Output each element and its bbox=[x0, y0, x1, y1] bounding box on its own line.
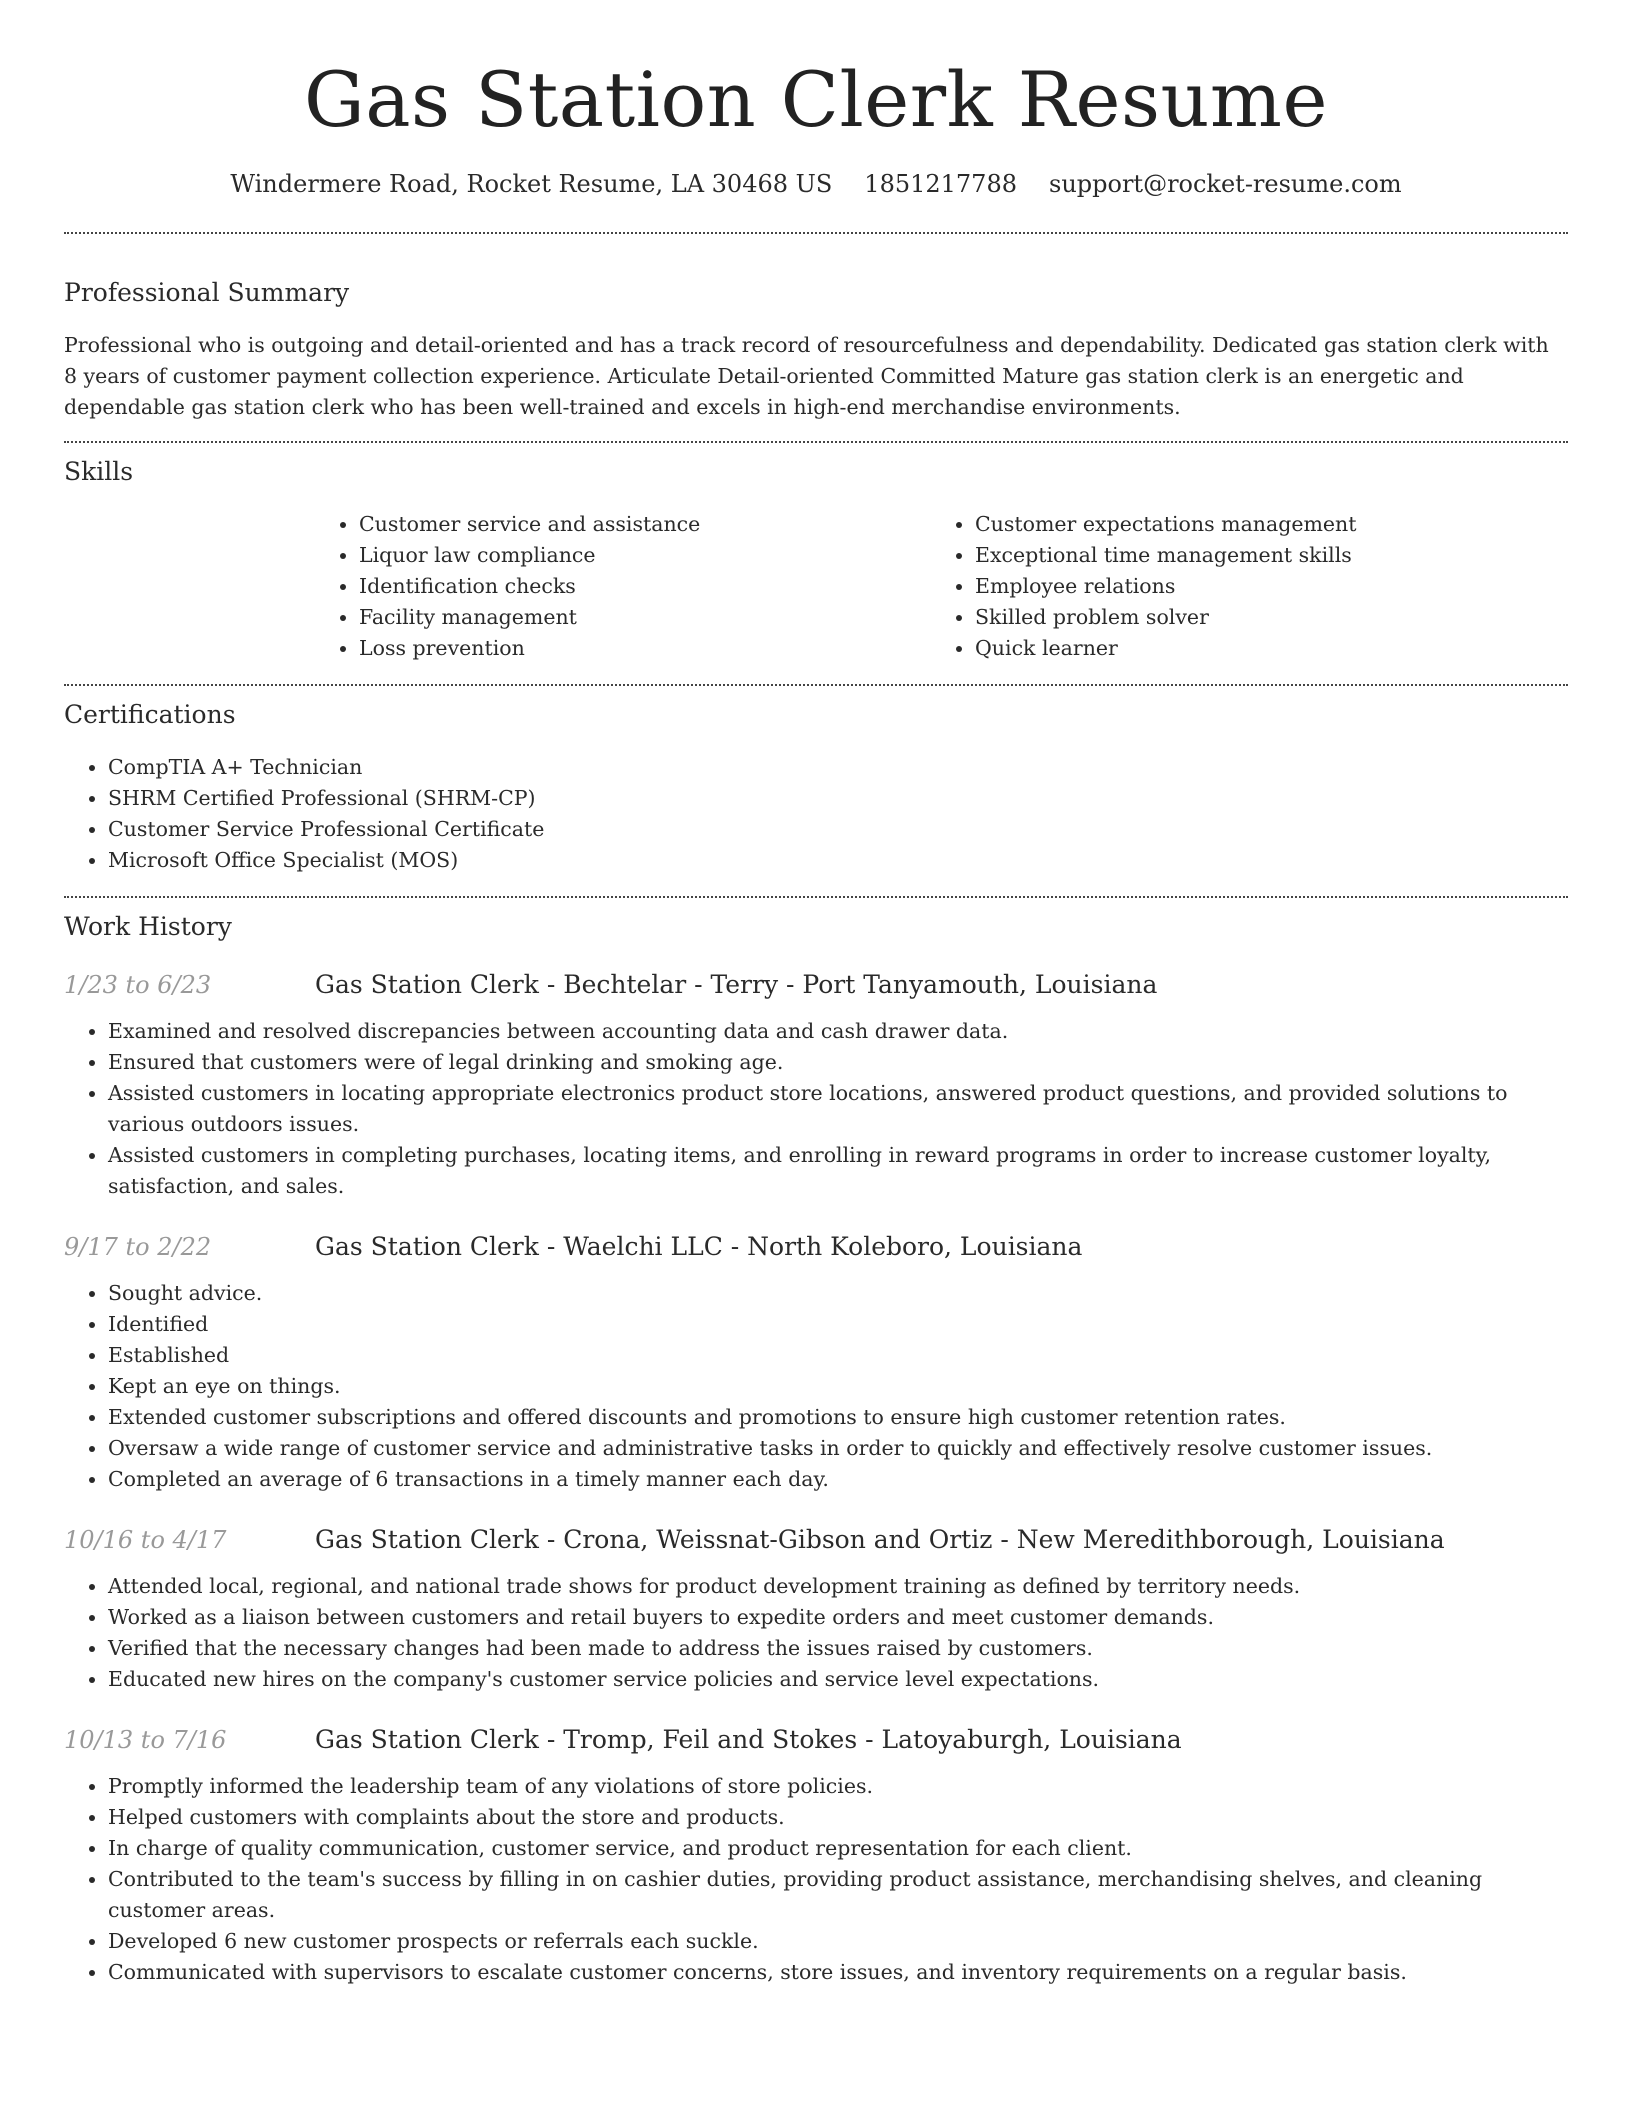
job-bullet: • Verified that the necessary changes had been made to address the issues raised by customers. bbox=[108, 1633, 1568, 1664]
skill-item: • Customer expectations management bbox=[975, 509, 1531, 540]
skill-item: • Facility management bbox=[359, 602, 931, 633]
job-bullets bbox=[64, 1016, 1568, 1202]
skill-item: • Loss prevention bbox=[359, 633, 931, 664]
skill-item: • Identification checks bbox=[359, 571, 931, 602]
skill-item: • Quick learner bbox=[975, 633, 1531, 664]
job-entry bbox=[64, 968, 1568, 1202]
skill-item: • Customer service and assistance bbox=[359, 509, 931, 540]
job-bullets bbox=[64, 1771, 1568, 1988]
job-bullet: • Assisted customers in locating appropriate electronics product store locations, answered product questions, and provided solutions to various outdoors issues. bbox=[108, 1078, 1568, 1140]
job-bullet: • Helped customers with complaints about the store and products. bbox=[108, 1802, 1568, 1833]
job-header bbox=[64, 968, 1568, 1002]
job-bullet: • Promptly informed the leadership team of any violations of store policies. bbox=[108, 1771, 1568, 1802]
job-bullet: • Oversaw a wide range of customer service and administrative tasks in order to quickly and effectively resolve customer issues. bbox=[108, 1433, 1568, 1464]
job-bullet: • Examined and resolved discrepancies between accounting data and cash drawer data. bbox=[108, 1016, 1568, 1047]
job-bullet: • Identified bbox=[108, 1309, 1568, 1340]
job-header bbox=[64, 1230, 1568, 1264]
skill-item: • Employee relations bbox=[975, 571, 1531, 602]
job-entry bbox=[64, 1723, 1568, 1988]
work-history-section bbox=[64, 910, 1568, 1988]
resume-title: Gas Station Clerk Resume bbox=[304, 55, 1328, 144]
job-bullets bbox=[64, 1278, 1568, 1495]
job-header bbox=[64, 1523, 1568, 1557]
summary-heading: Professional Summary bbox=[64, 278, 350, 307]
job-bullet: • Completed an average of 6 transactions in a timely manner each day. bbox=[108, 1464, 1568, 1495]
job-entry bbox=[64, 1230, 1568, 1495]
job-bullet: • Extended customer subscriptions and offered discounts and promotions to ensure high customer retention rates. bbox=[108, 1402, 1568, 1433]
job-bullet: • Attended local, regional, and national trade shows for product development training as defined by territory needs. bbox=[108, 1571, 1568, 1602]
job-bullet: • Sought advice. bbox=[108, 1278, 1568, 1309]
job-dates: 10/13 to 7/16 bbox=[64, 1726, 227, 1754]
summary-section bbox=[64, 276, 1568, 423]
job-title: Gas Station Clerk - Tromp, Feil and Stokes - Latoyaburgh, Louisiana bbox=[315, 1725, 1182, 1754]
skills-list-left bbox=[315, 509, 931, 664]
job-bullet: • In charge of quality communication, customer service, and product representation for each client. bbox=[108, 1833, 1568, 1864]
header-divider bbox=[64, 232, 1568, 234]
skill-item: • Skilled problem solver bbox=[975, 602, 1531, 633]
job-dates: 1/23 to 6/23 bbox=[64, 971, 212, 999]
job-title: Gas Station Clerk - Waelchi LLC - North Koleboro, Louisiana bbox=[315, 1232, 1083, 1261]
contact-phone: 1851217788 bbox=[864, 170, 1017, 198]
job-bullet: • Kept an eye on things. bbox=[108, 1371, 1568, 1402]
skills-divider bbox=[64, 684, 1568, 686]
certifications-divider bbox=[64, 896, 1568, 898]
job-bullet: • Communicated with supervisors to escalate customer concerns, store issues, and inventory requirements on a regular basis. bbox=[108, 1957, 1568, 1988]
work-history-heading: Work History bbox=[64, 912, 232, 941]
skills-heading: Skills bbox=[64, 457, 134, 486]
skills-section bbox=[64, 455, 1568, 664]
certifications-list bbox=[64, 752, 1568, 876]
job-bullet: • Contributed to the team's success by filling in on cashier duties, providing product assistance, merchandising shelves, and cleaning customer areas. bbox=[108, 1864, 1568, 1926]
job-bullet: • Educated new hires on the company's customer service policies and service level expectations. bbox=[108, 1664, 1568, 1695]
job-title: Gas Station Clerk - Bechtelar - Terry - Port Tanyamouth, Louisiana bbox=[315, 970, 1158, 999]
certification-item: • SHRM Certified Professional (SHRM-CP) bbox=[108, 783, 1568, 814]
contact-email: support@rocket-resume.com bbox=[1049, 170, 1402, 198]
skills-grid bbox=[315, 509, 1568, 664]
contact-info bbox=[64, 168, 1568, 200]
job-bullet: • Established bbox=[108, 1340, 1568, 1371]
job-bullet: • Ensured that customers were of legal drinking and smoking age. bbox=[108, 1047, 1568, 1078]
skill-item: • Liquor law compliance bbox=[359, 540, 931, 571]
skill-item: • Exceptional time management skills bbox=[975, 540, 1531, 571]
certifications-section bbox=[64, 698, 1568, 876]
job-bullet: • Developed 6 new customer prospects or referrals each suckle. bbox=[108, 1926, 1568, 1957]
job-header bbox=[64, 1723, 1568, 1757]
summary-text: Professional who is outgoing and detail-oriented and has a track record of resourcefulness and dependability. Dedicated gas station clerk with 8 years of customer payment collection experience. Articulate Detail-oriented Committed Mature gas station clerk is an energetic and dependable gas station clerk who has been well-trained and excels in high-end merchandise environments. bbox=[64, 333, 1549, 419]
certification-item: • Microsoft Office Specialist (MOS) bbox=[108, 845, 1568, 876]
job-dates: 10/16 to 4/17 bbox=[64, 1526, 227, 1554]
certification-item: • Customer Service Professional Certificate bbox=[108, 814, 1568, 845]
job-entry bbox=[64, 1523, 1568, 1695]
job-bullet: • Worked as a liaison between customers and retail buyers to expedite orders and meet customer demands. bbox=[108, 1602, 1568, 1633]
job-title: Gas Station Clerk - Crona, Weissnat-Gibson and Ortiz - New Meredithborough, Louisiana bbox=[315, 1525, 1445, 1554]
job-bullet: • Assisted customers in completing purchases, locating items, and enrolling in reward programs in order to increase customer loyalty, satisfaction, and sales. bbox=[108, 1140, 1568, 1202]
skills-list-right bbox=[931, 509, 1531, 664]
certifications-heading: Certifications bbox=[64, 700, 236, 729]
summary-divider bbox=[64, 441, 1568, 443]
job-bullets bbox=[64, 1571, 1568, 1695]
contact-address: Windermere Road, Rocket Resume, LA 30468 US bbox=[230, 170, 833, 198]
certification-item: • CompTIA A+ Technician bbox=[108, 752, 1568, 783]
job-dates: 9/17 to 2/22 bbox=[64, 1233, 212, 1261]
